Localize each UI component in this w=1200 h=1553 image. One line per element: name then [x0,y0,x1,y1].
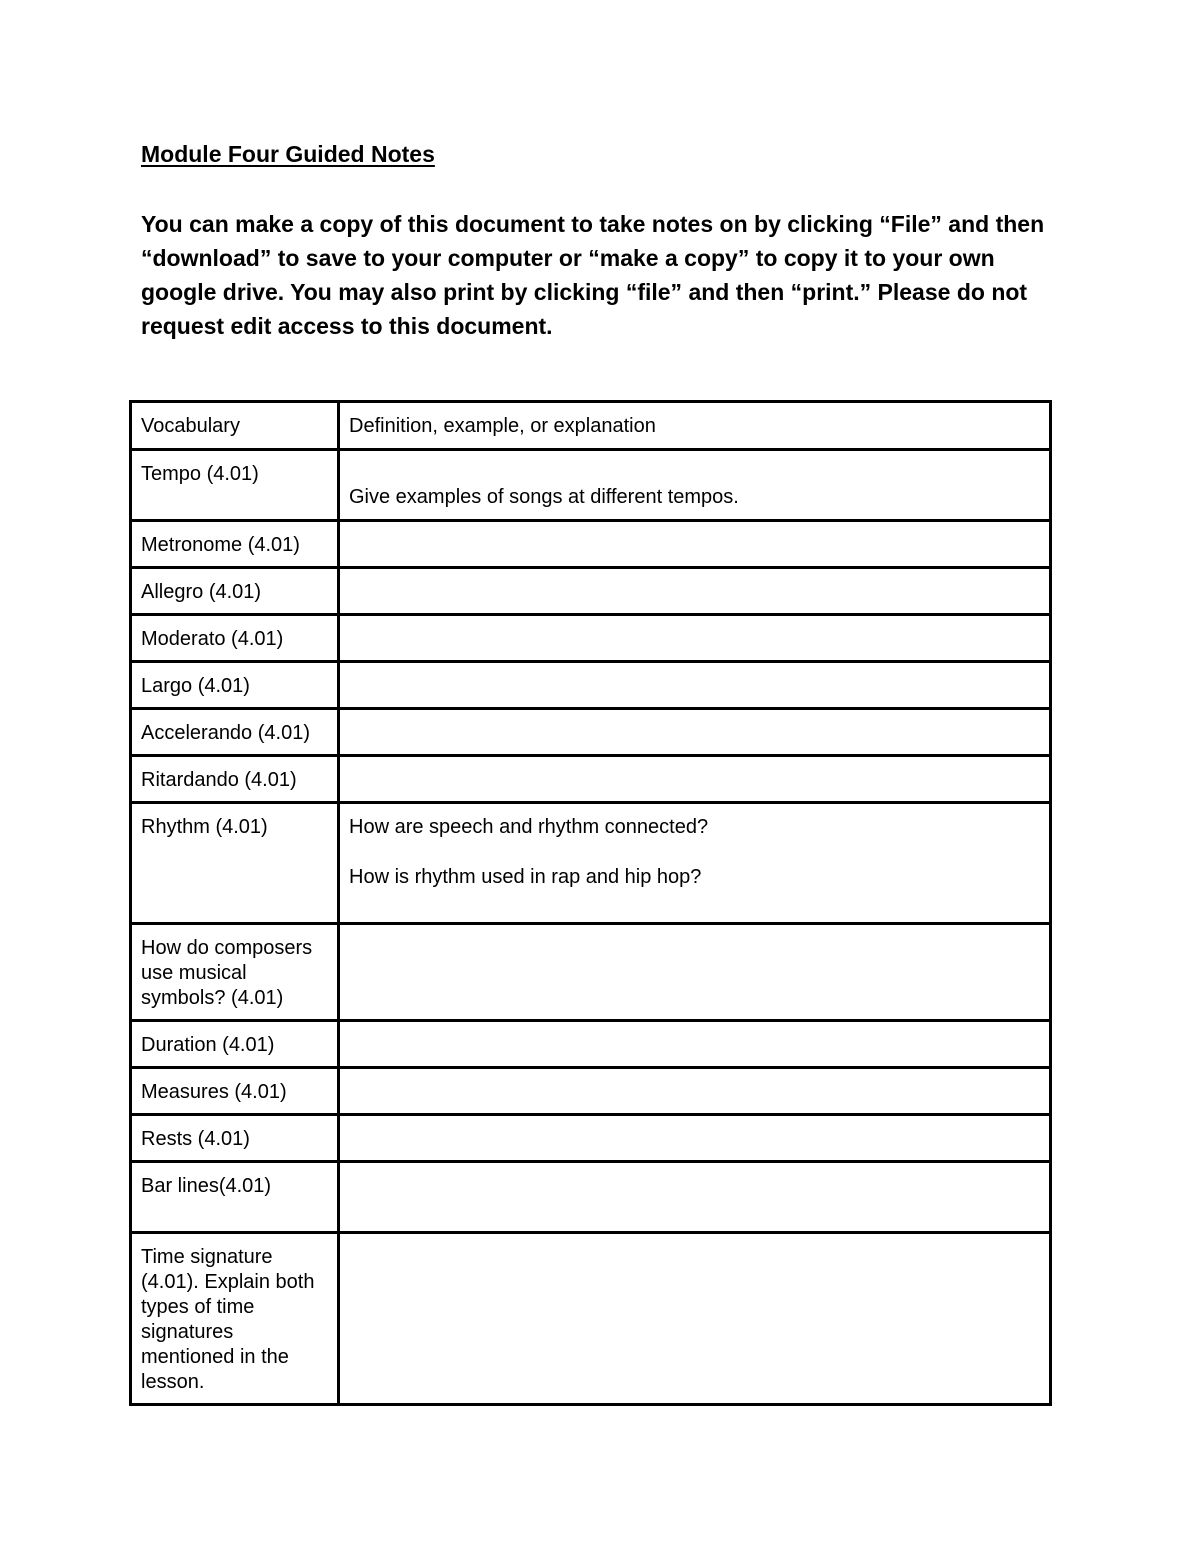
table-row [131,1021,1051,1068]
definition-prompt: How are speech and rhythm connected? [349,816,709,838]
intro-paragraph: You can make a copy of this document to take notes on by clicking “File” and then “download” to save to your computer or “make a copy” to copy it to your own google drive. You may also print by clicking “file” and then “print.” Please do not request edit access to this document. [141,211,1045,339]
definition-cell[interactable] [339,1162,1051,1233]
term-cell: Ritardando (4.01) [131,756,339,803]
definition-cell[interactable] [339,709,1051,756]
table-row [131,1115,1051,1162]
definition-cell[interactable] [339,662,1051,709]
vocabulary-header: Vocabulary [131,402,339,450]
term-cell: Metronome (4.01) [131,521,339,568]
term-cell: Measures (4.01) [131,1068,339,1115]
definition-header: Definition, example, or explanation [339,402,1051,450]
table-row [131,1068,1051,1115]
table-row [131,924,1051,1021]
term-cell: Tempo (4.01) [131,450,339,521]
table-header-row [131,402,1051,450]
term-cell: Moderato (4.01) [131,615,339,662]
table-row [131,450,1051,521]
definition-cell[interactable] [339,1233,1051,1405]
definition-cell[interactable] [339,1021,1051,1068]
term-cell: Accelerando (4.01) [131,709,339,756]
table-row [131,709,1051,756]
table-row [131,615,1051,662]
spacer [349,840,1040,865]
table-row [131,803,1051,924]
definition-cell[interactable] [339,924,1051,1021]
term-cell: Duration (4.01) [131,1021,339,1068]
table-row [131,1233,1051,1405]
page-title: Module Four Guided Notes [141,141,435,167]
table-row [131,756,1051,803]
definition-cell[interactable] [339,521,1051,568]
table-row [131,662,1051,709]
term-cell: Rests (4.01) [131,1115,339,1162]
definition-prompt: How is rhythm used in rap and hip hop? [349,866,702,888]
definition-cell[interactable] [339,450,1051,521]
term-cell: Bar lines(4.01) [131,1162,339,1233]
definition-prompt: Give examples of songs at different tempos. [349,486,739,508]
definition-cell[interactable] [339,615,1051,662]
table-row [131,568,1051,615]
vocabulary-table [129,400,1052,1406]
table-row [131,1162,1051,1233]
term-cell: Allegro (4.01) [131,568,339,615]
term-cell: Time signature (4.01). Explain both types of time signatures mentioned in the lesson. [131,1233,339,1405]
definition-cell[interactable] [339,1068,1051,1115]
definition-cell[interactable] [339,568,1051,615]
term-cell: Rhythm (4.01) [131,803,339,924]
definition-cell[interactable] [339,803,1051,924]
definition-cell[interactable] [339,1115,1051,1162]
term-cell: How do composers use musical symbols? (4.01) [131,924,339,1021]
table-row [131,521,1051,568]
term-cell: Largo (4.01) [131,662,339,709]
definition-cell[interactable] [339,756,1051,803]
